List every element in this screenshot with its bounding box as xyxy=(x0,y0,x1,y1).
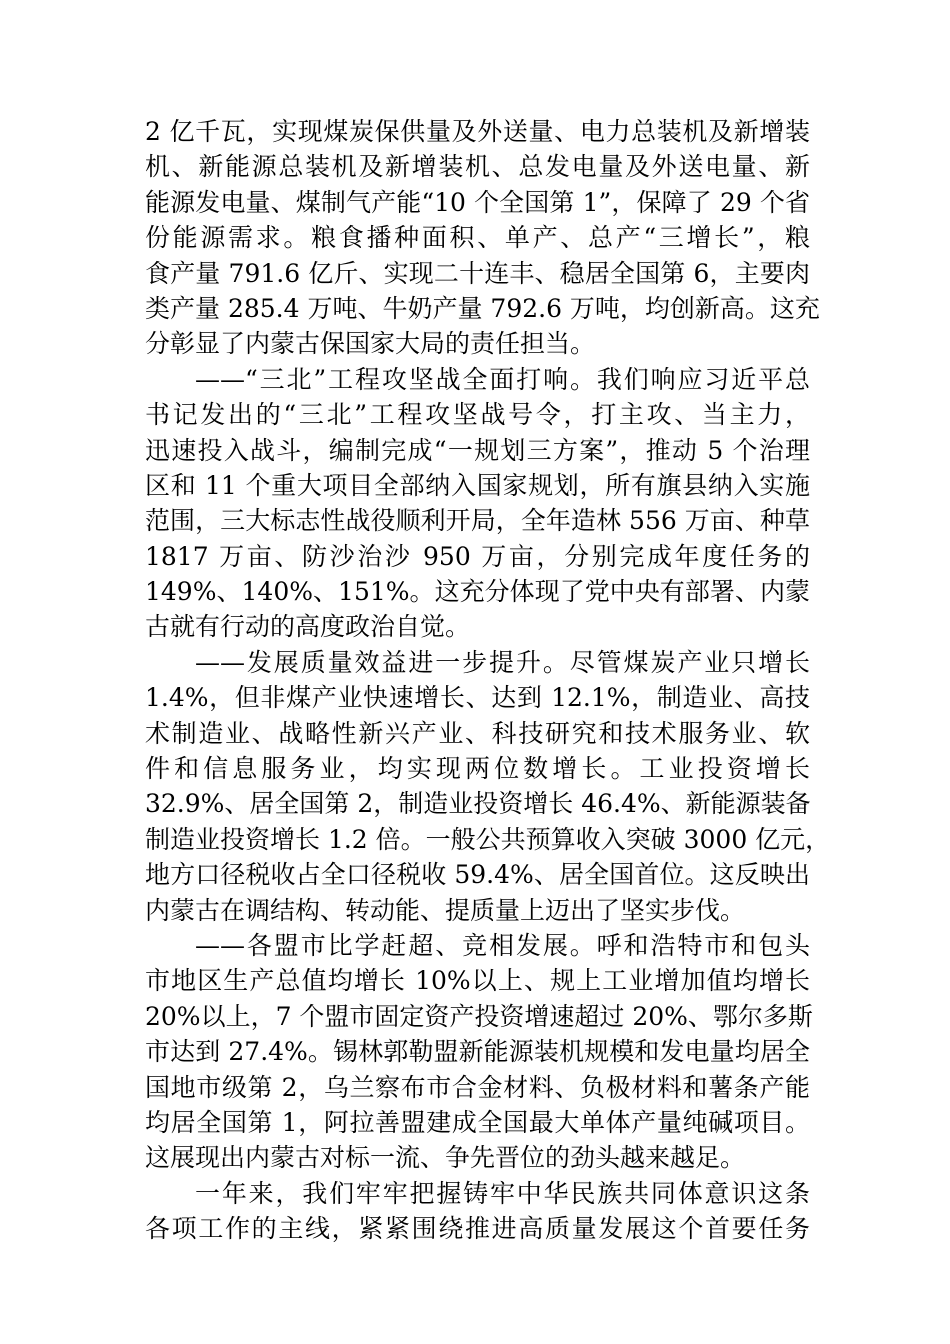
paragraph-sanbei-project xyxy=(145,362,810,645)
text-line: 149%、140%、151%。这充分体现了党中央有部署、内蒙 xyxy=(145,577,810,607)
text-line: 1817 万亩、防沙治沙 950 万亩，分别完成年度任务的 xyxy=(145,541,810,571)
paragraph-year-summary xyxy=(145,1176,810,1247)
text-line: 书记发出的“三北”工程攻坚战号令，打主攻、当主力， xyxy=(145,400,810,430)
text-line: 食产量 791.6 亿斤、实现二十连丰、稳居全国第 6，主要肉 xyxy=(145,258,810,288)
text-line: 国地市级第 2，乌兰察布市合金材料、负极材料和薯条产能 xyxy=(145,1072,810,1102)
text-line: 这展现出内蒙古对标一流、争先晋位的劲头越来越足。 xyxy=(145,1143,746,1173)
text-line: ——各盟市比学赶超、竞相发展。呼和浩特市和包头 xyxy=(195,930,810,960)
text-line: 均居全国第 1，阿拉善盟建成全国最大单体产量纯碱项目。 xyxy=(145,1107,810,1137)
text-line: 能源发电量、煤制气产能“10 个全国第 1”，保障了 29 个省 xyxy=(145,187,810,217)
text-line: 市地区生产总值均增长 10%以上、规上工业增加值均增长 xyxy=(145,966,810,996)
text-line: 制造业投资增长 1.2 倍。一般公共预算收入突破 3000 亿元， xyxy=(145,824,831,854)
text-line: 市达到 27.4%。锡林郭勒盟新能源装机规模和发电量均居全 xyxy=(145,1037,810,1067)
text-line: 份能源需求。粮食播种面积、单产、总产“三增长”，粮 xyxy=(145,223,810,253)
text-line: 内蒙古在调结构、转动能、提质量上迈出了坚实步伐。 xyxy=(145,895,746,925)
text-line: 古就有行动的高度政治自觉。 xyxy=(145,612,471,642)
text-line: 各项工作的主线，紧紧围绕推进高质量发展这个首要任务 xyxy=(145,1214,810,1244)
text-line: 1.4%，但非煤产业快速增长、达到 12.1%，制造业、高技 xyxy=(145,683,810,713)
paragraph-quality-efficiency xyxy=(145,645,831,928)
text-line: 20%以上，7 个盟市固定资产投资增速超过 20%、鄂尔多斯 xyxy=(145,1001,813,1031)
text-line: 术制造业、战略性新兴产业、科技研究和技术服务业、软 xyxy=(145,718,810,748)
text-line: 区和 11 个重大项目全部纳入国家规划，所有旗县纳入实施 xyxy=(145,470,810,500)
text-line: 机、新能源总装机及新增装机、总发电量及外送电量、新 xyxy=(145,152,810,182)
text-line: 2 亿千瓦，实现煤炭保供量及外送量、电力总装机及新增装 xyxy=(145,117,810,146)
text-line: 件和信息服务业，均实现两位数增长。工业投资增长 xyxy=(145,754,810,784)
text-line: 分彰显了内蒙古保国家大局的责任担当。 xyxy=(145,329,596,359)
text-line: 一年来，我们牢牢把握铸牢中华民族共同体意识这条 xyxy=(195,1178,810,1208)
text-line: 范围，三大标志性战役顺利开局，全年造林 556 万亩、种草 xyxy=(145,506,810,536)
text-line: 迅速投入战斗，编制完成“一规划三方案”，推动 5 个治理 xyxy=(145,435,810,465)
text-line: 32.9%、居全国第 2，制造业投资增长 46.4%、新能源装备 xyxy=(145,789,811,819)
paragraph-energy-grain xyxy=(145,114,820,362)
text-line: ——“三北”工程攻坚战全面打响。我们响应习近平总 xyxy=(195,364,810,394)
text-line: ——发展质量效益进一步提升。尽管煤炭产业只增长 xyxy=(195,647,810,677)
paragraph-leagues-cities xyxy=(145,928,813,1176)
document-body xyxy=(145,114,831,1247)
text-line: 类产量 285.4 万吨、牛奶产量 792.6 万吨，均创新高。这充 xyxy=(145,293,820,323)
text-line: 地方口径税收占全口径税收 59.4%、居全国首位。这反映出 xyxy=(145,860,810,890)
